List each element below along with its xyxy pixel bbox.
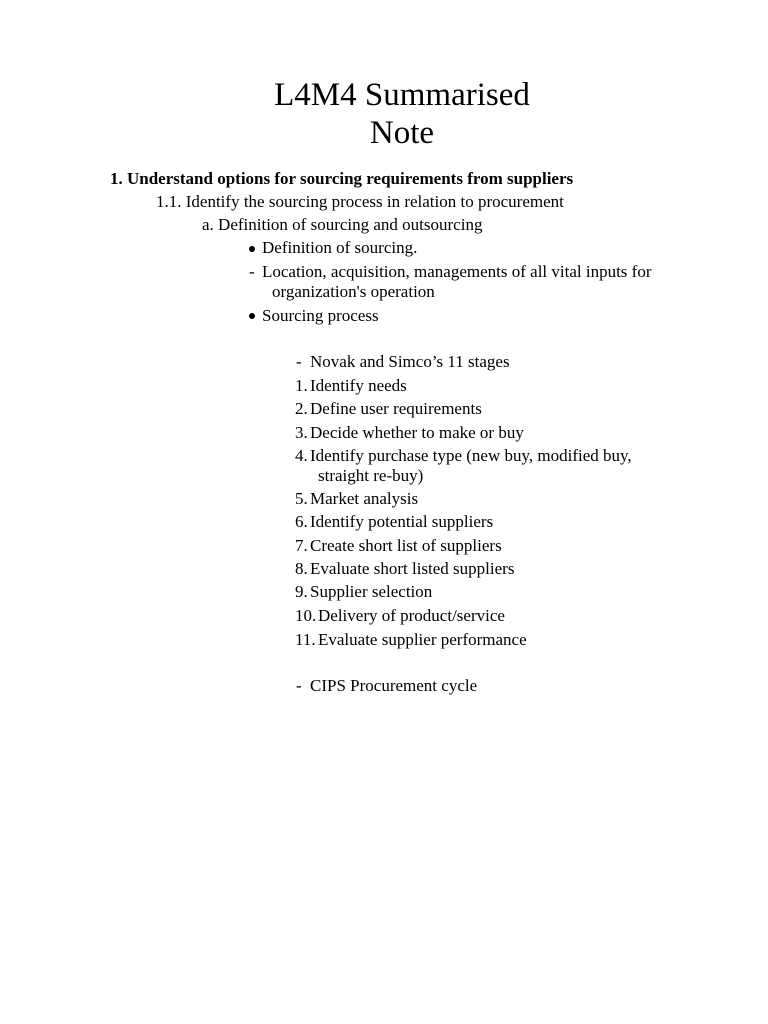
bullet-icon xyxy=(249,246,255,252)
subsection-number: 1.1. xyxy=(156,192,182,211)
dash-marker: - xyxy=(249,262,255,281)
stage-item: Create short list of suppliers xyxy=(310,536,502,555)
novak-heading: Novak and Simco’s 11 stages xyxy=(310,352,510,371)
stage-number: 6. xyxy=(295,512,308,531)
subsection-text: Identify the sourcing process in relation to procurement xyxy=(185,192,564,211)
dash-marker: - xyxy=(296,676,302,695)
item-a-marker: a. xyxy=(202,215,214,234)
stage-number: 10. xyxy=(295,606,317,625)
item-a xyxy=(202,215,482,235)
stage-item: Delivery of product/service xyxy=(318,606,505,625)
stage-number: 7. xyxy=(295,536,308,555)
stage-number: 2. xyxy=(295,399,308,418)
point-location-line-1: Location, acquisition, managements of all vital inputs for xyxy=(262,262,652,281)
stage-item: Identify purchase type (new buy, modified buy, xyxy=(310,446,632,465)
title-line-2: Note xyxy=(369,115,435,151)
stage-number: 9. xyxy=(295,582,308,601)
stage-number: 1. xyxy=(295,376,308,395)
page-title xyxy=(0,76,768,152)
title-line-1: L4M4 Summarised xyxy=(274,77,530,113)
stage-item: Evaluate supplier performance xyxy=(318,630,527,649)
point-sourcing-process: Sourcing process xyxy=(262,306,379,325)
stage-number: 11. xyxy=(295,630,316,649)
stage-item: Market analysis xyxy=(310,489,419,508)
section-heading-text: Understand options for sourcing requirements from suppliers xyxy=(127,169,574,188)
stage-item: Decide whether to make or buy xyxy=(310,423,524,442)
stage-number: 3. xyxy=(295,423,308,442)
stage-item: Define user requirements xyxy=(310,399,482,418)
section-heading xyxy=(110,169,573,189)
cips-heading: CIPS Procurement cycle xyxy=(310,676,478,695)
stage-item: Identify needs xyxy=(310,376,407,395)
stage-item: Identify potential suppliers xyxy=(310,512,494,531)
bullet-icon xyxy=(249,313,255,319)
point-location-line-2: organization's operation xyxy=(272,282,435,301)
stage-number: 8. xyxy=(295,559,308,578)
point-definition-of-sourcing: Definition of sourcing. xyxy=(262,238,418,257)
stage-item: Supplier selection xyxy=(310,582,433,601)
subsection-heading xyxy=(156,192,564,212)
dash-marker: - xyxy=(296,352,302,371)
stage-item-continuation: straight re-buy) xyxy=(318,466,424,485)
stage-item: Evaluate short listed suppliers xyxy=(310,559,515,578)
stage-number: 4. xyxy=(295,446,308,465)
section-number: 1. xyxy=(110,169,123,188)
item-a-text: Definition of sourcing and outsourcing xyxy=(218,215,483,234)
stage-number: 5. xyxy=(295,489,308,508)
